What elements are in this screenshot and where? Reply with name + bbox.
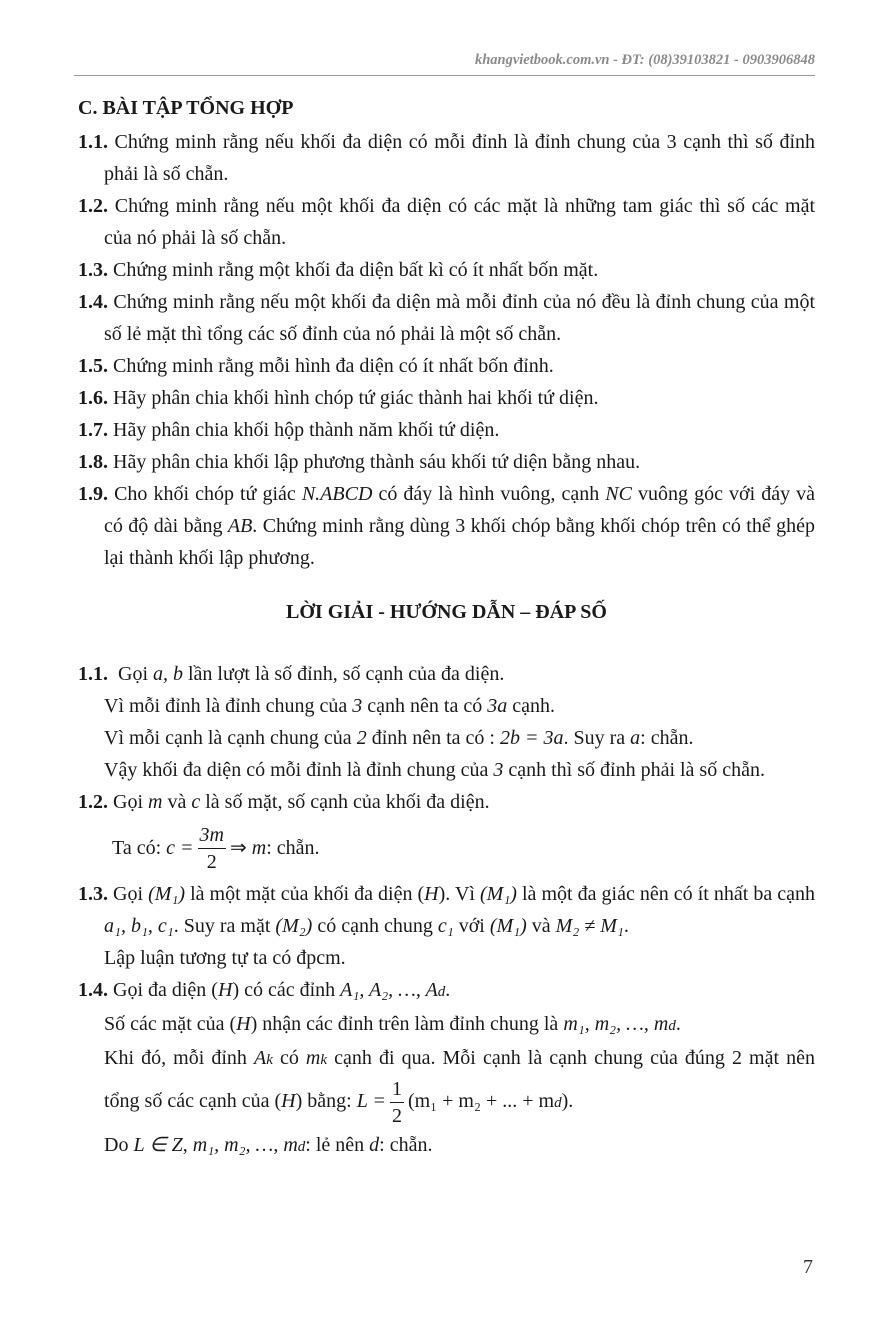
text: cạnh nên ta có [362,695,488,717]
solution-number: 1.4. [78,979,108,1001]
fraction-numerator: 1 [390,1076,404,1103]
text: có [272,1047,306,1069]
text: cạnh đi qua. Mỗi cạnh là cạnh chung của đúng 2 mặt nên tổng số các cạnh của ( [104,1047,815,1113]
exercise-number: 1.9. [78,483,108,505]
math-var: A [253,1047,267,1069]
math-var: m₁, m₂, …, m [563,1013,669,1035]
exercise-text: . Chứng minh rằng dùng 3 khối chóp bằng khối chóp trên có thể ghép lại thành khối lập phương. [104,515,815,569]
exercise-list [78,126,815,478]
exercise-number: 1.4. [78,291,108,313]
exercise-number: 1.1. [78,131,108,153]
exercise-text: Chứng minh rằng mỗi hình đa diện có ít nhất bốn đỉnh. [113,355,554,377]
text: Lập luận tương tự ta có đpcm. [104,947,346,969]
math-var: (M₁) [148,883,186,905]
math-subscript: d [437,984,446,1000]
page-header: khangvietbook.com.vn - ĐT: (08)39103821 - 0903906848 [474,52,815,68]
math-var: m [148,791,163,813]
header-divider [74,75,815,76]
math-var: H [236,1013,251,1035]
solution-1-4 [78,974,815,1163]
math-var: c = [166,837,194,859]
exercise-text: Hãy phân chia khối lập phương thành sáu khối tứ diện bằng nhau. [113,451,641,473]
math-subscript: k [266,1052,273,1068]
math-var: a, b [153,663,183,685]
exercise-number: 1.7. [78,419,108,441]
solution-number: 1.1. [78,663,108,685]
text: có cạnh chung [312,915,438,937]
math-var: 3 [493,759,504,781]
math-var: L ∈ Z [133,1134,183,1156]
math-subscript: d [297,1139,306,1155]
text: : chẵn. [379,1134,433,1156]
math-subscript: d [668,1018,676,1034]
exercise-number: 1.8. [78,451,108,473]
exercise-item [78,254,815,286]
exercise-item [78,382,815,414]
fraction [390,1076,404,1129]
exercise-text: Hãy phân chia khối hình chóp tứ giác thành hai khối tứ diện. [113,387,599,409]
exercise-text: Chứng minh rằng một khối đa diện bất kì có ít nhất bốn mặt. [113,259,599,281]
fraction-numerator: 3m [198,822,226,849]
solution-1-3 [78,878,815,974]
math-subscript: d [554,1095,562,1112]
text: : chẵn. [266,837,320,859]
text: Do [104,1134,134,1156]
formula [78,818,815,878]
exercise-text: Chứng minh rằng nếu khối đa diện có mỗi đỉnh là đỉnh chung của 3 cạnh thì số đỉnh phải là số chẵn. [104,131,815,185]
section-title: C. BÀI TẬP TỔNG HỢP [78,97,294,119]
math-var: (M₂) [275,915,313,937]
text: ) nhận các đỉnh trên làm đỉnh chung là [250,1013,564,1035]
exercise-text: có đáy là hình vuông, cạnh [372,483,606,505]
exercise-number: 1.3. [78,259,108,281]
text: , [182,1134,193,1156]
exercise-item [78,126,815,190]
math-var: NC [605,483,632,505]
text: ). Vì [438,883,481,905]
text: Gọi [118,663,153,685]
math-var: A₁, A₂, …, A [340,979,438,1001]
exercise-text: Hãy phân chia khối hộp thành năm khối tứ diện. [113,419,500,441]
text: . Suy ra mặt [173,915,276,937]
text: là một đa giác nên có ít nhất ba cạnh [516,883,816,905]
math-var: d [369,1134,380,1156]
math-var: AB [227,515,253,537]
solutions-title: LỜI GIẢI - HƯỚNG DẪN – ĐÁP SỐ [286,601,607,623]
exercise-item [78,478,815,574]
math-var: m₁, m₂, …, m [192,1134,298,1156]
text: Gọi [113,791,148,813]
math-var: m [305,1047,321,1069]
text: ) có các đỉnh [232,979,341,1001]
exercise-item [78,190,815,254]
math-var: M₂ ≠ M₁ [555,915,624,937]
math-var: 3a [487,695,508,717]
math-var: N.ABCD [301,483,373,505]
text: : lẻ nên [305,1134,370,1156]
math-expression: ). [561,1090,574,1113]
text: là một mặt của khối đa diện ( [185,883,425,905]
text: Số các mặt của ( [104,1013,237,1035]
exercise-number: 1.5. [78,355,108,377]
text: . [623,915,629,937]
text: lần lượt là số đỉnh, số cạnh của đa diện. [183,663,505,685]
text: Vậy khối đa diện có mỗi đỉnh là đỉnh chung của [104,759,494,781]
text: Vì mỗi đỉnh là đỉnh chung của [104,695,353,717]
page-content [78,92,815,1163]
math-var: a₁, b₁, c₁ [104,915,174,937]
exercise-item [78,414,815,446]
text: . [675,1013,681,1035]
math-var: H [217,979,233,1001]
solution-number: 1.2. [78,791,108,813]
text: ) bằng: [295,1090,357,1113]
text: : chẵn. [640,727,694,749]
solution-1-1 [78,658,815,786]
exercise-text: Cho khối chóp tứ giác [114,483,302,505]
math-var: H [281,1090,296,1113]
exercise-item [78,350,815,382]
math-var: c [191,791,201,813]
math-var: 2 [356,727,367,749]
fraction [198,822,226,875]
text: Gọi đa diện ( [113,979,218,1001]
math-var: c₁ [437,915,454,937]
exercise-number: 1.2. [78,195,108,217]
text: và [162,791,192,813]
text: với [453,915,490,937]
fraction-denominator: 2 [206,850,217,873]
solution-number: 1.3. [78,883,108,905]
implies-symbol: ⇒ [229,837,247,859]
math-var: a [630,727,641,749]
page-number: 7 [803,1256,813,1278]
text: cạnh. [507,695,556,717]
text: Khi đó, mỗi đỉnh [104,1047,254,1069]
exercise-text: Chứng minh rằng nếu một khối đa diện mà mỗi đỉnh của nó đều là đỉnh chung của một số lẻ mặt thì tổng các số đỉnh của nó phải là một số chẵn. [104,291,816,345]
text: Gọi [113,883,149,905]
solution-1-2 [78,786,815,878]
math-var: H [424,883,439,905]
math-subscript: k [320,1052,328,1068]
exercise-number: 1.6. [78,387,108,409]
text: Ta có: [112,837,162,859]
math-expression: (m₁ + m₂ + ... + m [407,1090,555,1113]
math-var: L = [356,1090,386,1113]
exercise-text: vuông góc với đáy và có độ dài bằng [104,483,816,537]
math-var: 3 [352,695,363,717]
text: và [526,915,556,937]
math-var: m [251,837,267,859]
text: cạnh thì số đỉnh phải là số chẵn. [503,759,765,781]
exercise-text: Chứng minh rằng nếu một khối đa diện có các mặt là những tam giác thì số các mặt của nó phải là số chẵn. [104,195,816,249]
math-var: (M₁) [489,915,527,937]
exercise-item [78,446,815,478]
text: . Suy ra [563,727,631,749]
fraction-denominator: 2 [391,1105,402,1127]
text: Vì mỗi cạnh là cạnh chung của [104,727,357,749]
math-var: (M₁) [480,883,517,905]
text: đỉnh nên ta có : [366,727,500,749]
text: . [445,979,451,1001]
exercise-item [78,286,815,350]
text: là số mặt, số cạnh của khối đa diện. [200,791,490,813]
math-var: 2b = 3a [500,727,564,749]
